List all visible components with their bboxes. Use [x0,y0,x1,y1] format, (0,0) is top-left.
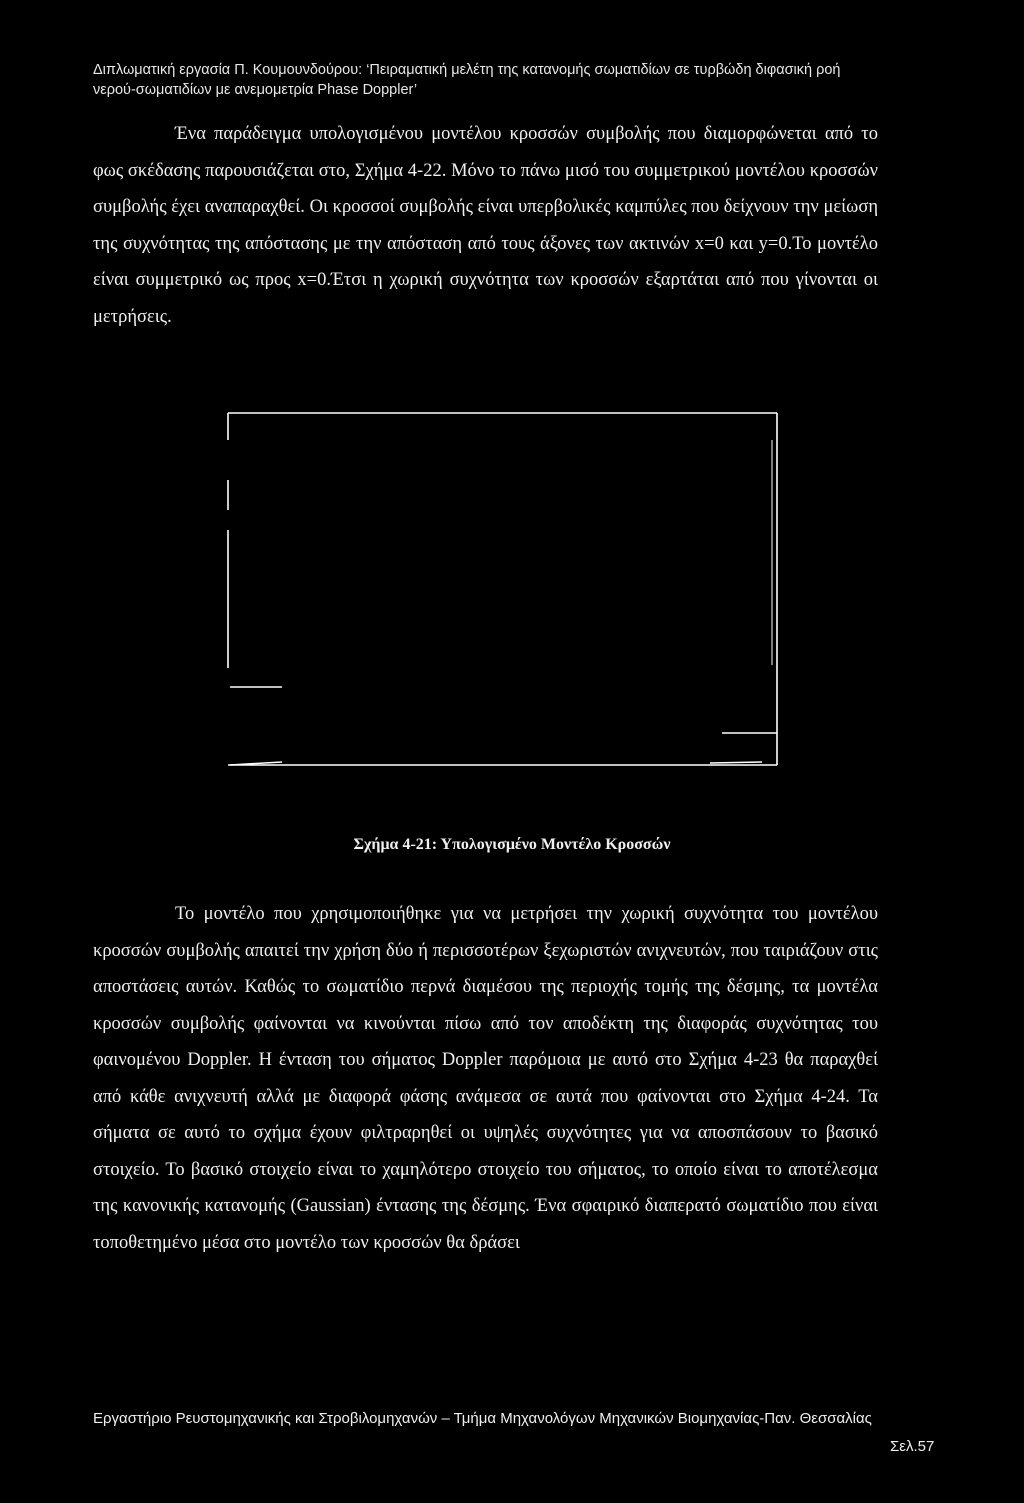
fringe-segment-right-2 [710,762,762,763]
fringe-model-drawing [222,400,787,790]
fringe-model-figure [222,400,787,790]
running-header [93,60,993,100]
page-number: Σελ.57 [890,1438,935,1455]
header-line-2: νερού-σωματιδίων με ανεμομετρία Phase Doppler’ [93,82,418,98]
paragraph-2: Το μοντέλο που χρησιμοποιήθηκε για να μετρήσει την χωρική συχνότητα του μοντέλου κροσσών συμβολής απαιτεί την χρήση δύο ή περισσοτέρων ξεχωριστών ανιχνευτών, που ταιριάζουν στις αποστάσεις αυτών. Καθώς το σωματίδιο περνά διαμέσου της περιοχής τομής της δέσμης, τα μοντέλα κροσσών συμβολής φαίνονται να κινούνται πίσω από τον αποδέκτη της διαφοράς συχνότητας του φαινομένου Doppler. Η ένταση του σήματος Doppler παρόμοια με αυτό στο Σχήμα 4-23 θα παραχθεί από κάθε ανιχνευτή αλλά με διαφορά φάσης ανάμεσα σε αυτά που φαίνονται στο Σχήμα 4-24. Τα σήματα σε αυτό το σχήμα έχουν φιλτραρηθεί οι υψηλές συχνότητες για να αποσπάσουν το βασικό στοιχείο. Το βασικό στοιχείο είναι το χαμηλότερο στοιχείο του σήματος, το οποίο είναι το αποτέλεσμα της κανονικής κατανομής (Gaussian) έντασης της δέσμης. Ένα σφαιρικό διαπερατό σωματίδιο που είναι τοποθετημένο μέσα στο μοντέλο των κροσσών θα δράσει [93,904,878,1253]
page-footer: Εργαστήριο Ρευστομηχανικής και Στροβιλομηχανών – Τμήμα Μηχανολόγων Μηχανικών Βιομηχανίας-Παν. Θεσσαλίας [93,1410,872,1427]
figure-caption: Σχήμα 4-21: Υπολογισμένο Μοντέλο Κροσσών [353,836,671,853]
paragraph-1: Ένα παράδειγμα υπολογισμένου μοντέλου κροσσών συμβολής που διαμορφώνεται από το φως σκέδασης παρουσιάζεται στο, Σχήμα 4-22. Μόνο το πάνω μισό του συμμετρικού μοντέλου κροσσών συμβολής έχει αναπαραχθεί. Οι κροσσοί συμβολής είναι υπερβολικές καμπύλες που δείχνουν την μείωση της συχνότητας της απόστασης με την απόσταση από τους άξονες των ακτινών x=0 και y=0.Το μοντέλο είναι συμμετρικό ως προς x=0.Έτσι η χωρική συχνότητα των κροσσών εξαρτάται από που γίνονται οι μετρήσεις. [93,124,878,327]
header-line-1: Διπλωματική εργασία Π. Κουμουνδούρου: ‘Πειραματική μελέτη της κατανομής σωματιδίων σε τυρβώδη διφασική ροή [93,62,841,78]
